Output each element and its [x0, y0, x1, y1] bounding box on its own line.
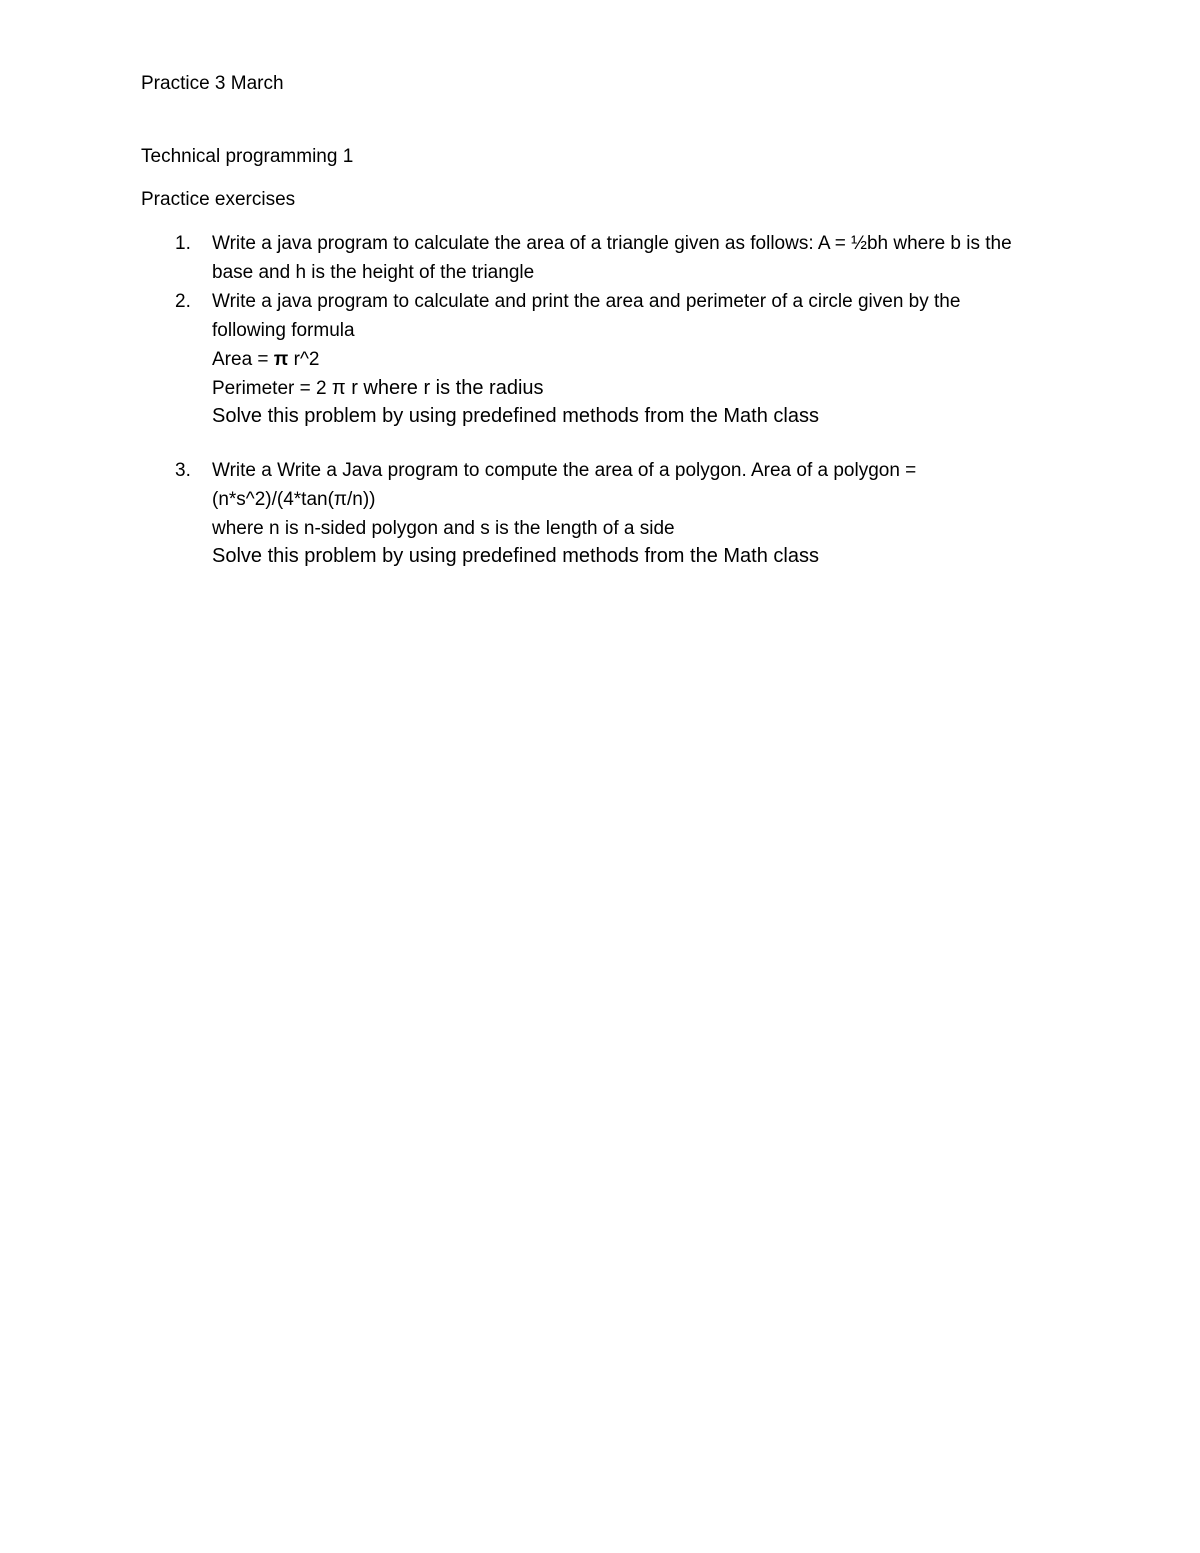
perimeter-formula-suffix: π r where r is the radius: [331, 377, 544, 399]
exercise-line: base and h is the height of the triangle: [212, 262, 535, 283]
course-name: Technical programming 1: [141, 146, 354, 167]
area-formula-prefix: Area =: [212, 349, 274, 370]
exercise-note: Solve this problem by using predefined methods from the Math class: [212, 545, 819, 567]
document-title: Practice 3 March: [141, 73, 284, 94]
exercise-body: [212, 456, 1072, 570]
section-heading: Practice exercises: [141, 189, 296, 210]
exercise-body: [212, 229, 1072, 287]
exercise-line: where n is n-sided polygon and s is the length of a side: [212, 518, 675, 539]
exercise-line: Write a java program to calculate and print the area and perimeter of a circle given by the: [212, 291, 961, 312]
exercise-line: (n*s^2)/(4*tan(π/n)): [212, 489, 376, 510]
pi-symbol: π: [273, 349, 289, 370]
exercise-line: Write a java program to calculate the area of a triangle given as follows: A = ½bh where b is the: [212, 233, 1012, 254]
exercise-number: 3.: [175, 460, 191, 481]
exercise-note: Solve this problem by using predefined methods from the Math class: [212, 405, 819, 427]
area-formula-suffix: r^2: [288, 349, 320, 370]
area-formula: [212, 345, 1072, 374]
exercise-line: Write a Write a Java program to compute the area of a polygon. Area of a polygon =: [212, 460, 917, 481]
perimeter-formula: [212, 374, 1072, 403]
perimeter-formula-prefix: Perimeter = 2: [212, 378, 332, 399]
exercise-line: following formula: [212, 320, 355, 341]
exercise-number: 1.: [175, 233, 191, 254]
exercise-body: [212, 287, 1072, 430]
exercise-number: 2.: [175, 291, 191, 312]
